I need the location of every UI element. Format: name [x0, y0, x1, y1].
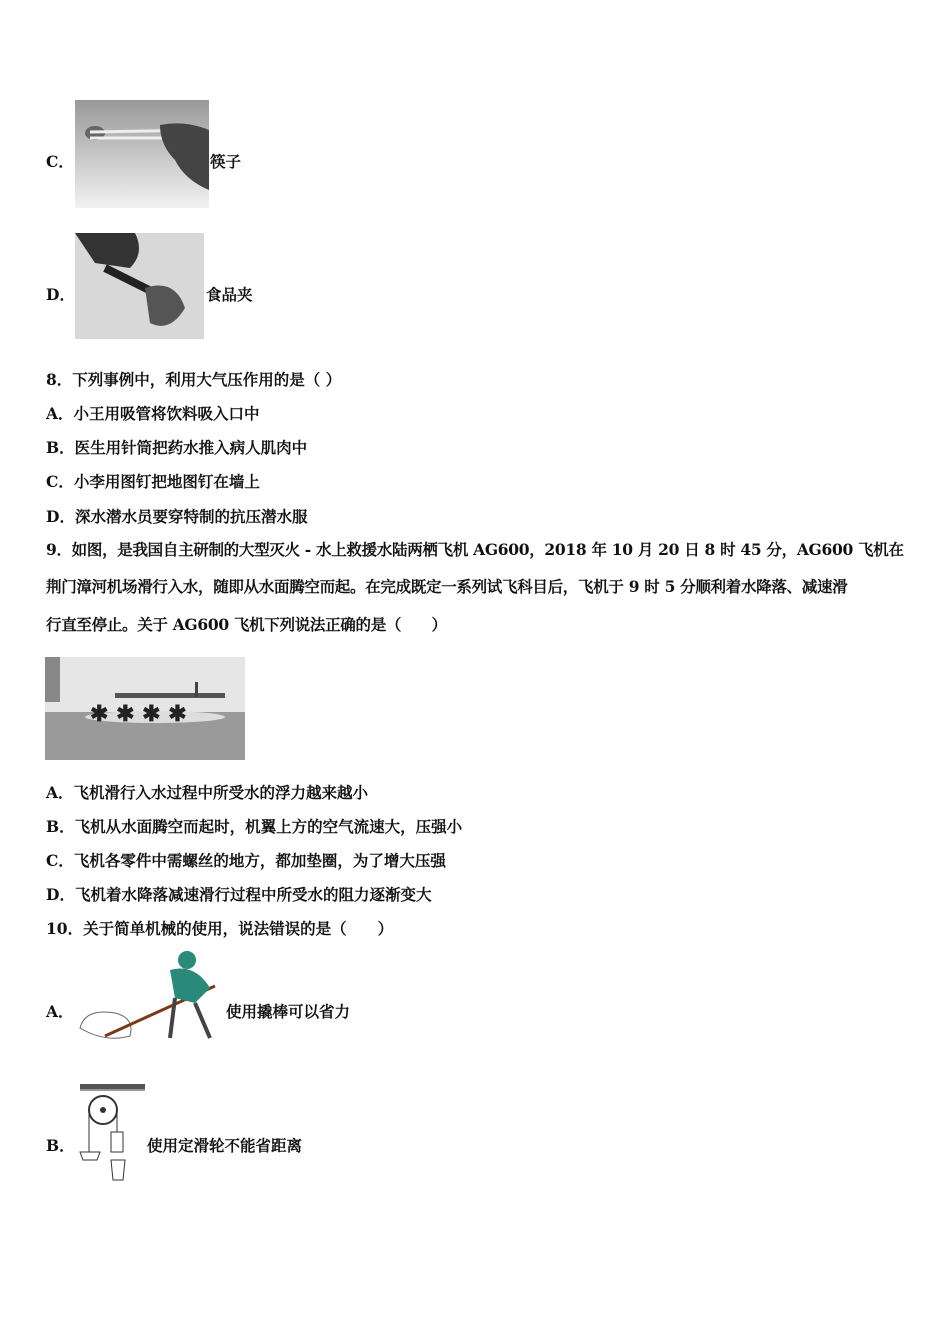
food-tongs-image: [75, 233, 204, 339]
option-letter: D．: [46, 507, 75, 526]
option-text: 小李用图钉把地图钉在墙上: [73, 472, 260, 491]
option-letter: A．: [46, 783, 74, 802]
option-text: 飞机各零件中需螺丝的地方，都加垫圈，为了增大压强: [73, 851, 446, 870]
svg-text:✱ ✱ ✱ ✱: ✱ ✱ ✱ ✱: [90, 701, 187, 727]
option-text: 小王用吸管将饮料吸入口中: [73, 404, 260, 423]
q8-option-c: [46, 472, 260, 492]
option-letter: B．: [46, 438, 75, 457]
question-9-stem-line: 9．如图，是我国自主研制的大型灭火 - 水上救援水陆两栖飞机 AG600，2018 年 10 月 20 日 8 时 45 分，AG600 飞机在: [46, 540, 904, 559]
question-9-stem-line: 荆门漳河机场滑行入水，随即从水面腾空而起。在完成既定一系列试飞科目后，飞机于 9 时 5 分顺利着水降落、减速滑: [46, 577, 848, 596]
option-text: 使用定滑轮不能省距离: [147, 1136, 303, 1155]
option-letter: B．: [46, 817, 75, 836]
option-letter: C．: [46, 152, 74, 171]
option-letter: A．: [46, 1002, 74, 1021]
option-text: 使用撬棒可以省力: [226, 1002, 351, 1021]
option-letter: B．: [46, 1136, 75, 1155]
question-8-stem: 8．下列事例中，利用大气压作用的是（ ）: [46, 370, 342, 389]
q9-option-a: [46, 783, 368, 803]
option-label: 食品夹: [206, 285, 253, 304]
q9-option-c: [46, 851, 446, 871]
option-letter: D．: [46, 885, 75, 904]
ag600-plane-image: [45, 657, 245, 760]
option-letter: C．: [46, 472, 74, 491]
option-text: 飞机从水面腾空而起时，机翼上方的空气流速大，压强小: [74, 817, 463, 836]
fixed-pulley-image: [75, 1082, 150, 1186]
q9-option-b: [46, 817, 462, 837]
option-letter: D．: [46, 285, 75, 304]
q9-option-d: [46, 885, 431, 905]
option-label: 筷子: [210, 152, 242, 171]
option-text: 飞机滑行入水过程中所受水的浮力越来越小: [73, 783, 369, 802]
q8-option-b: [46, 438, 307, 458]
q8-option-d: [46, 507, 307, 527]
question-9-stem-line: 行直至停止。关于 AG600 飞机下列说法正确的是（ ）: [46, 615, 447, 634]
option-letter: C．: [46, 851, 74, 870]
option-text: 深水潜水员要穿特制的抗压潜水服: [74, 507, 308, 526]
option-text: 医生用针筒把药水推入病人肌肉中: [74, 438, 308, 457]
option-text: 飞机着水降落减速滑行过程中所受水的阻力逐渐变大: [74, 885, 432, 904]
crowbar-worker-image: [75, 948, 223, 1046]
q8-option-a: [46, 404, 260, 424]
option-letter: A．: [46, 404, 74, 423]
question-10-stem: 10．关于简单机械的使用，说法错误的是（ ）: [46, 919, 394, 938]
chopsticks-image: [75, 100, 209, 208]
